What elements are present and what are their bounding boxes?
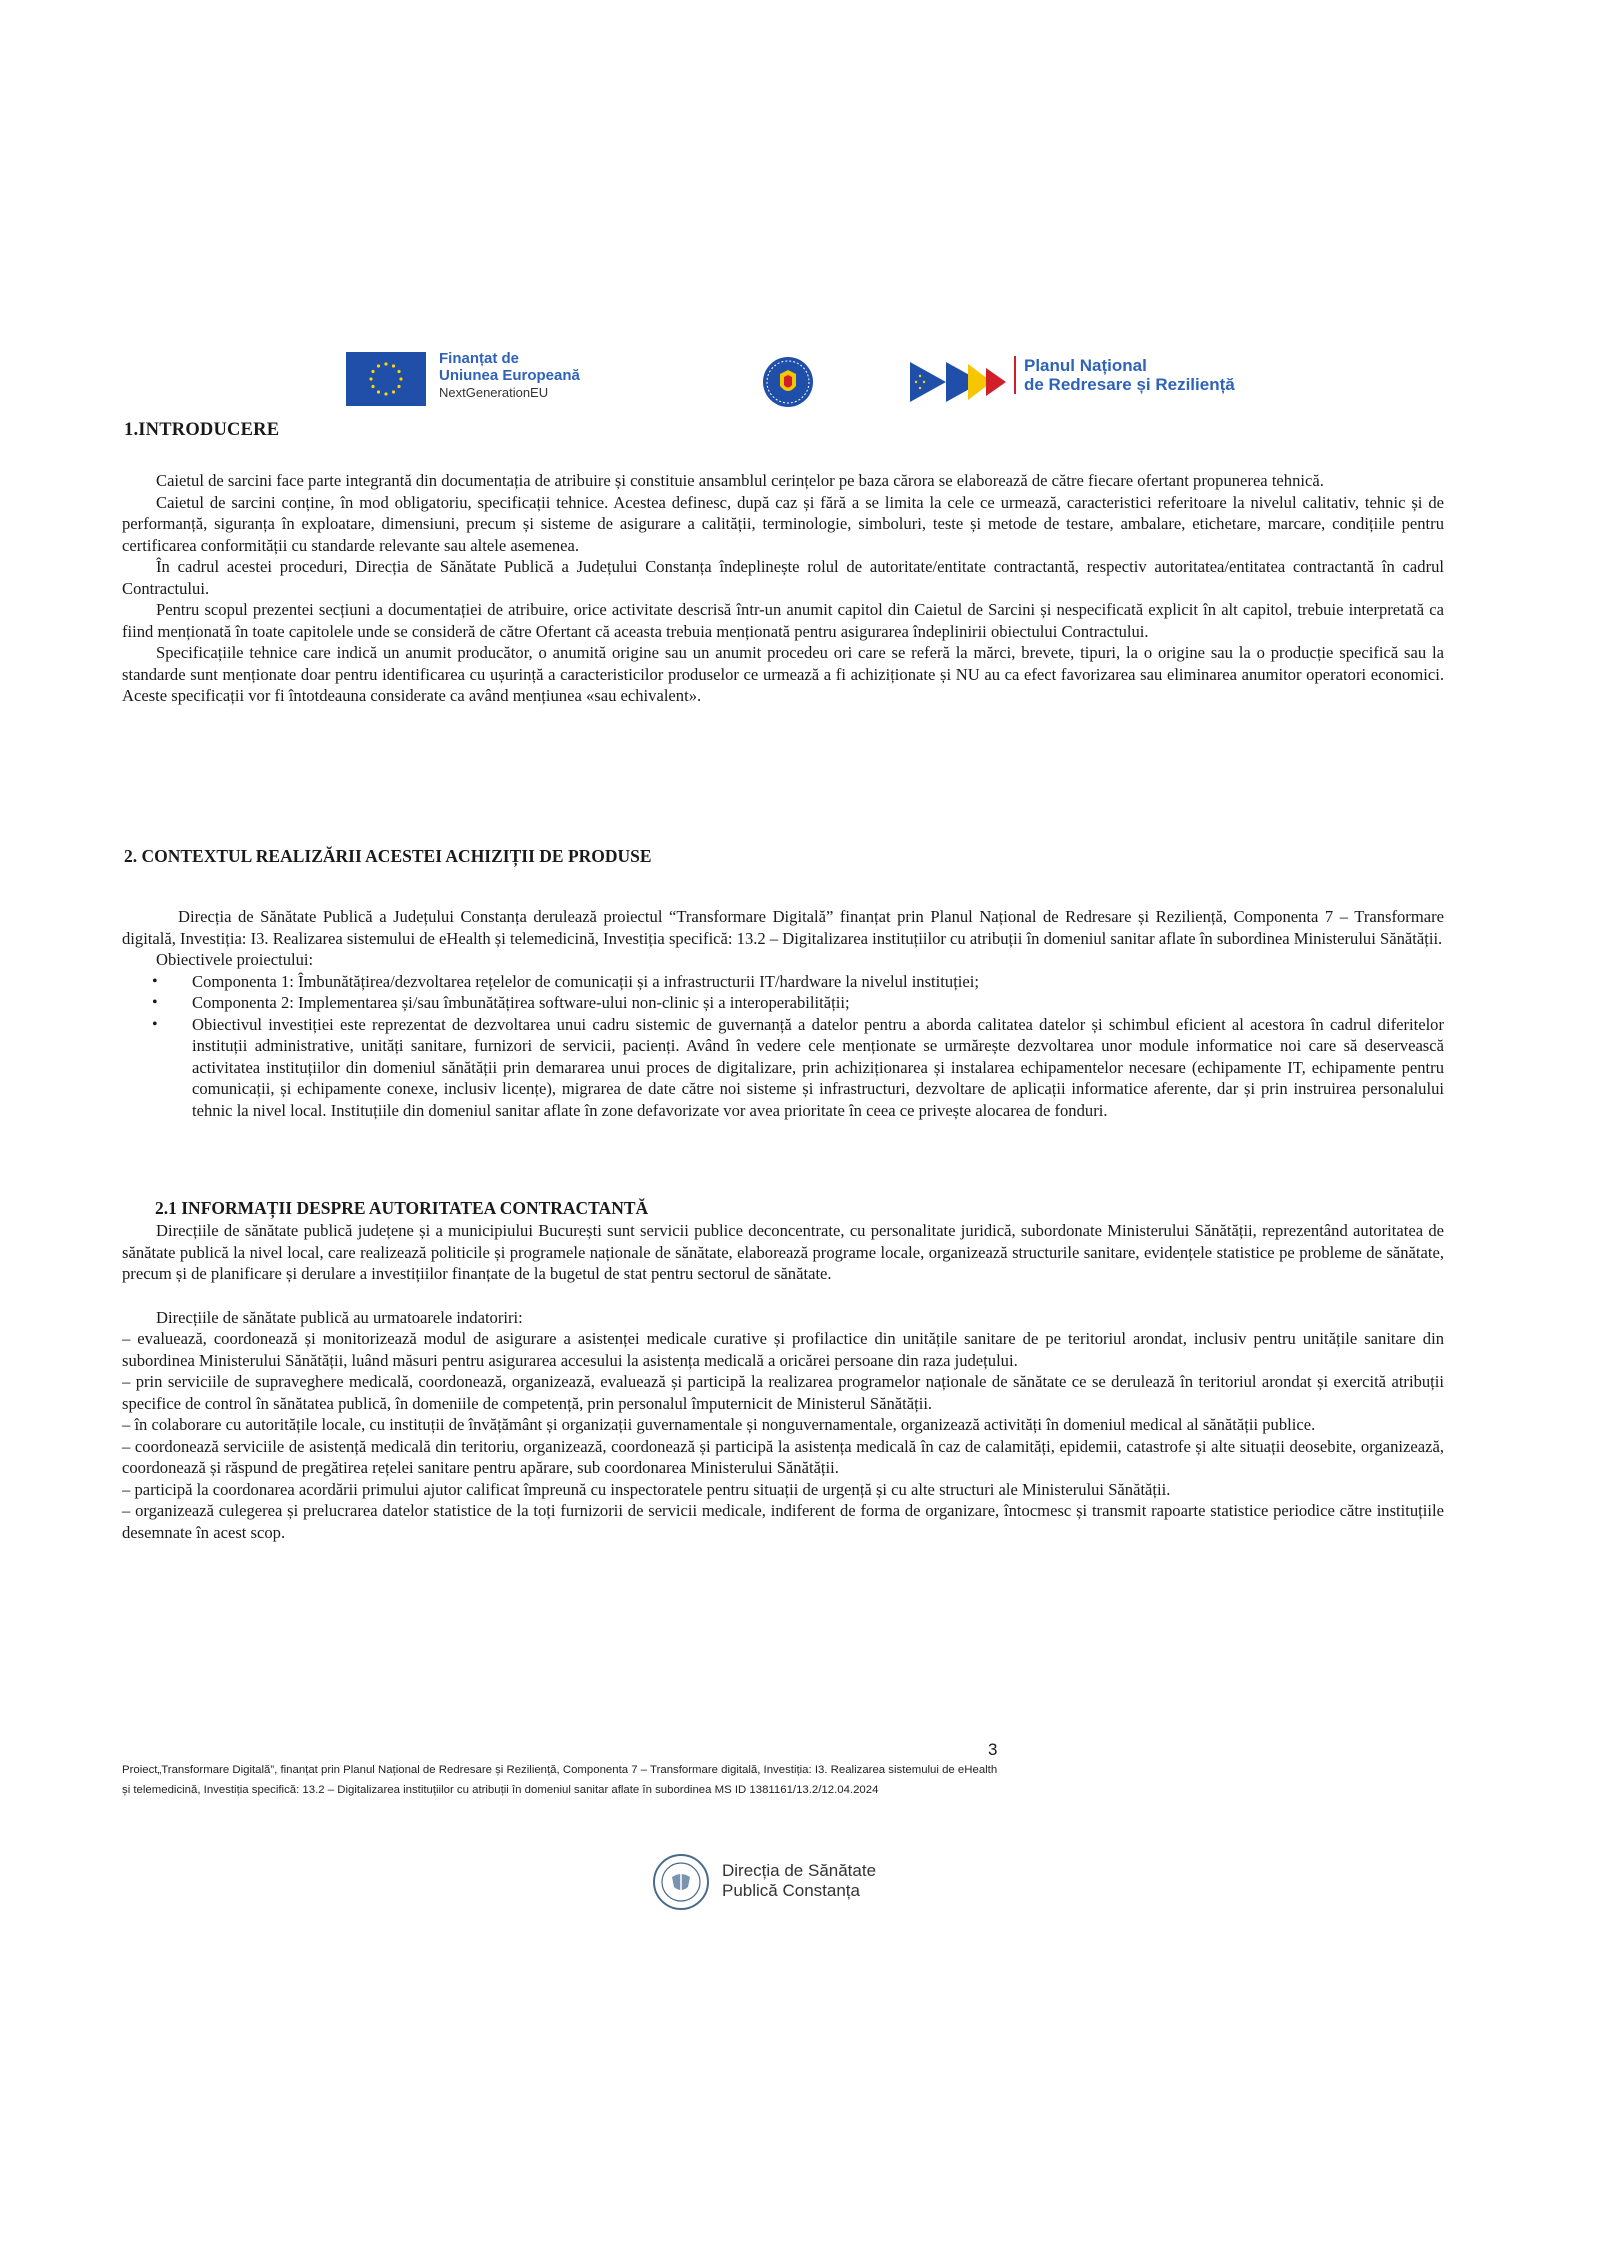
pnrr-text bbox=[1014, 356, 1235, 394]
section-2-intro: Direcția de Sănătate Publică a Județului Constanța derulează proiectul “Transformare Digitală” finanțat prin Planul Național de Redresare și Reziliență, Componenta 7 – Transformare digitală, Investiția: I3. Realizarea sistemului de eHealth și telemedicină, Investiția specifică: 13.2 – Digitalizarea instituțiilor cu atribuții în domeniul sanitar aflate în subordinea Ministerului Sănătății. bbox=[122, 907, 1444, 948]
duty-item: – evaluează, coordonează și monitorizează modul de asigurare a asistenței medicale curative și profilactice din unitățile sanitare de pe teritoriul arondat, inclusiv pentru unitățile sanitare din subordinea Ministerului Sănătății, luând măsuri pentru asigurarea accesului la asistența medicală a oricărei persoane din raza județului. bbox=[122, 1329, 1444, 1370]
pnrr-logo-icon bbox=[910, 354, 1014, 410]
objectives-label: Obiectivele proiectului: bbox=[156, 950, 314, 969]
section-2-1-body bbox=[122, 1220, 1444, 1543]
pnrr-line-1: Planul Național bbox=[1024, 356, 1147, 375]
section-1-paragraph-1: Caietul de sarcini face parte integrantă din documentația de atribuire și constituie ansamblul cerințelor pe baza cărora se elaborează de către fiecare ofertant propunerea tehnică. bbox=[156, 471, 1324, 490]
eu-funding-text bbox=[439, 350, 580, 401]
section-1-body bbox=[122, 470, 1444, 707]
eu-line-3: NextGenerationEU bbox=[439, 385, 549, 400]
stamp-line-2: Publică Constanța bbox=[722, 1881, 860, 1900]
objectives-list bbox=[122, 971, 1444, 1122]
section-1-paragraph-2: Caietul de sarcini conține, în mod obligatoriu, specificații tehnice. Acestea definesc, după caz și fără a se limita la cele ce urmează, caracteristici referitoare la nivelul calitativ, tehnic și de performanță, siguranța în exploatare, dimensiuni, precum și sisteme de asigurare a calității, terminologie, simboluri, teste și metode de testare, ambalare, etichetare, marcare, condițiile pentru certificarea conformității cu standarde relevante sau altele asemenea. bbox=[122, 492, 1444, 555]
objective-item: • Componenta 1: Îmbunătățirea/dezvoltarea rețelelor de comunicații și a infrastructurii IT/hardware la nivelul instituției; bbox=[192, 971, 1444, 993]
dsp-seal-icon bbox=[652, 1853, 710, 1911]
section-2-1-paragraph: Direcțiile de sănătate publică județene și a municipiului București sunt servicii publice deconcentrate, cu personalitate juridică, subordonate Ministerului Sănătății, reprezentând autoritatea de sănătate publică la nivel local, care realizează politicile și programele naționale de sănătate, elaborează programe locale, organizează structurile sanitare, evidențele statistice pe probleme de sănătate, precum și de planificare și derulare a investițiilor finanțate de la bugetul de stat pentru sectorul de sănătate. bbox=[122, 1221, 1444, 1283]
section-2-body bbox=[122, 906, 1444, 1121]
section-2-title: 2. CONTEXTUL REALIZĂRII ACESTEI ACHIZIȚII DE PRODUSE bbox=[124, 846, 652, 866]
eu-line-1: Finanțat de bbox=[439, 350, 520, 367]
section-1-paragraph-5: Specificațiile tehnice care indică un anumit producător, o anumită origine sau un anumit procedeu ori care se referă la mărci, brevete, tipuri, la o origine sau la o producție specifică sau la standarde sunt menționate doar pentru identificarea cu ușurință a caracteristicilor produselor ce urmează a fi achiziționate și NU au ca efect favorizarea sau eliminarea anumitor operatori economici. Aceste specificații vor fi întotdeauna considerate ca având mențiunea «sau echivalent». bbox=[122, 643, 1444, 705]
dsp-constanta-stamp bbox=[652, 1853, 1012, 1913]
section-1-paragraph-4: Pentru scopul prezentei secțiuni a documentației de atribuire, orice activitate descrisă într-un anumit capitol din Caietul de Sarcini și nespecificată explicit în alt capitol, trebuie interpretată ca fiind menționată în toate capitolele unde se consideră de către Ofertant că aceasta trebuia menționată pentru asigurarea îndeplinirii obiectului Contractului. bbox=[122, 600, 1444, 641]
romanian-government-crest-icon bbox=[762, 356, 814, 408]
eu-line-2: Uniunea Europeană bbox=[439, 367, 580, 384]
duty-item: – participă la coordonarea acordării primului ajutor calificat împreună cu inspectoratele pentru situații de urgență și cu alte structuri ale Ministerului Sănătății. bbox=[122, 1479, 1171, 1499]
objective-item: • Obiectivul investiției este reprezentat de dezvoltarea unui cadru sistemic de guvernanță a datelor pentru a aborda calitatea datelor și schimbul eficient al acestora în cadrul diferitelor instituții administrative, unități sanitare, furnizori de servicii, pacienți. Având în vedere cele menționate se urmărește dezvoltarea unor module informatice noi care să deservească activitatea instituțiilor din domeniul sănătății prin demararea unui proces de digitalizare, prin achiziționarea și instalarea echipamentelor necesare (echipamente IT, echipamente pentru comunicații, și echipamente conexe, inclusiv licențe), migrarea de date către noi sisteme și infrastructuri, dezvoltare de aplicații informatice aferente, dar și prin instruirea personalului tehnic la nivel local. Instituțiile din domeniul sanitar aflate în zone defavorizate vor avea prioritate în ceea ce privește alocarea de fonduri. bbox=[192, 1014, 1444, 1122]
footer-project-note: Proiect„Transformare Digitală”, finanțat prin Planul Național de Redresare și Reziliență, Componenta 7 – Transformare digitală, Investiția: I3. Realizarea sistemului de eHealth și telemedicină, Investiția specifică: 13.2 – Digitalizarea instituțiilor cu atribuții în domeniul sanitar aflate în subordinea MS ID 1381161/13.2/12.04.2024 bbox=[122, 1764, 998, 1796]
section-1-title: 1.INTRODUCERE bbox=[124, 420, 280, 440]
stamp-line-1: Direcția de Sănătate bbox=[722, 1861, 877, 1880]
duty-item: – prin serviciile de supraveghere medicală, coordonează, organizează, evaluează și participă la realizarea programelor naționale de sănătate ce se derulează în teritoriul arondat și exercită atribuții specifice de control în sănătatea publică, în domeniile de competență, prin personalul împuternicit de Ministerul Sănătății. bbox=[122, 1372, 1444, 1413]
pnrr-line-2: de Redresare și Reziliență bbox=[1024, 375, 1235, 394]
eu-flag-icon bbox=[346, 352, 426, 406]
stamp-text bbox=[722, 1861, 876, 1901]
page-number: 3 bbox=[988, 1740, 998, 1759]
duty-item: – organizează culegerea și prelucrarea datelor statistice de la toți furnizorii de servicii medicale, indiferent de forma de organizare, întocmesc și transmit rapoarte statistice periodice către instituțiile desemnate în acest scop. bbox=[122, 1501, 1444, 1542]
duty-item: – în colaborare cu autoritățile locale, cu instituții de învățământ și organizații guvernamentale și nonguvernamentale, organizează activități în domeniul medical al sănătății publice. bbox=[122, 1415, 1316, 1434]
objective-item: • Componenta 2: Implementarea și/sau îmbunătățirea software-ului non-clinic și a interoperabilității; bbox=[192, 992, 1444, 1014]
section-1-paragraph-3: În cadrul acestei proceduri, Direcția de Sănătate Publică a Județului Constanța îndeplinește rolul de autoritate/entitate contractantă, respectiv autoritatea/entitatea contractantă în cadrul Contractului. bbox=[122, 557, 1444, 598]
section-2-1-title: 2.1 INFORMAȚII DESPRE AUTORITATEA CONTRACTANTĂ bbox=[155, 1198, 649, 1218]
header-logos bbox=[346, 352, 1246, 414]
duty-item: – coordonează serviciile de asistență medicală din teritoriu, organizează, coordonează și participă la asistența medicală în caz de calamități, epidemii, catastrofe și alte situații deosebite, organizează, coordonează și răspund de pregătirea rețelei sanitare pentru apărare, sub coordonarea Ministerului Sănătății. bbox=[122, 1436, 1444, 1477]
duties-label: Direcțiile de sănătate publică au urmatoarele indatoriri: bbox=[156, 1307, 523, 1327]
